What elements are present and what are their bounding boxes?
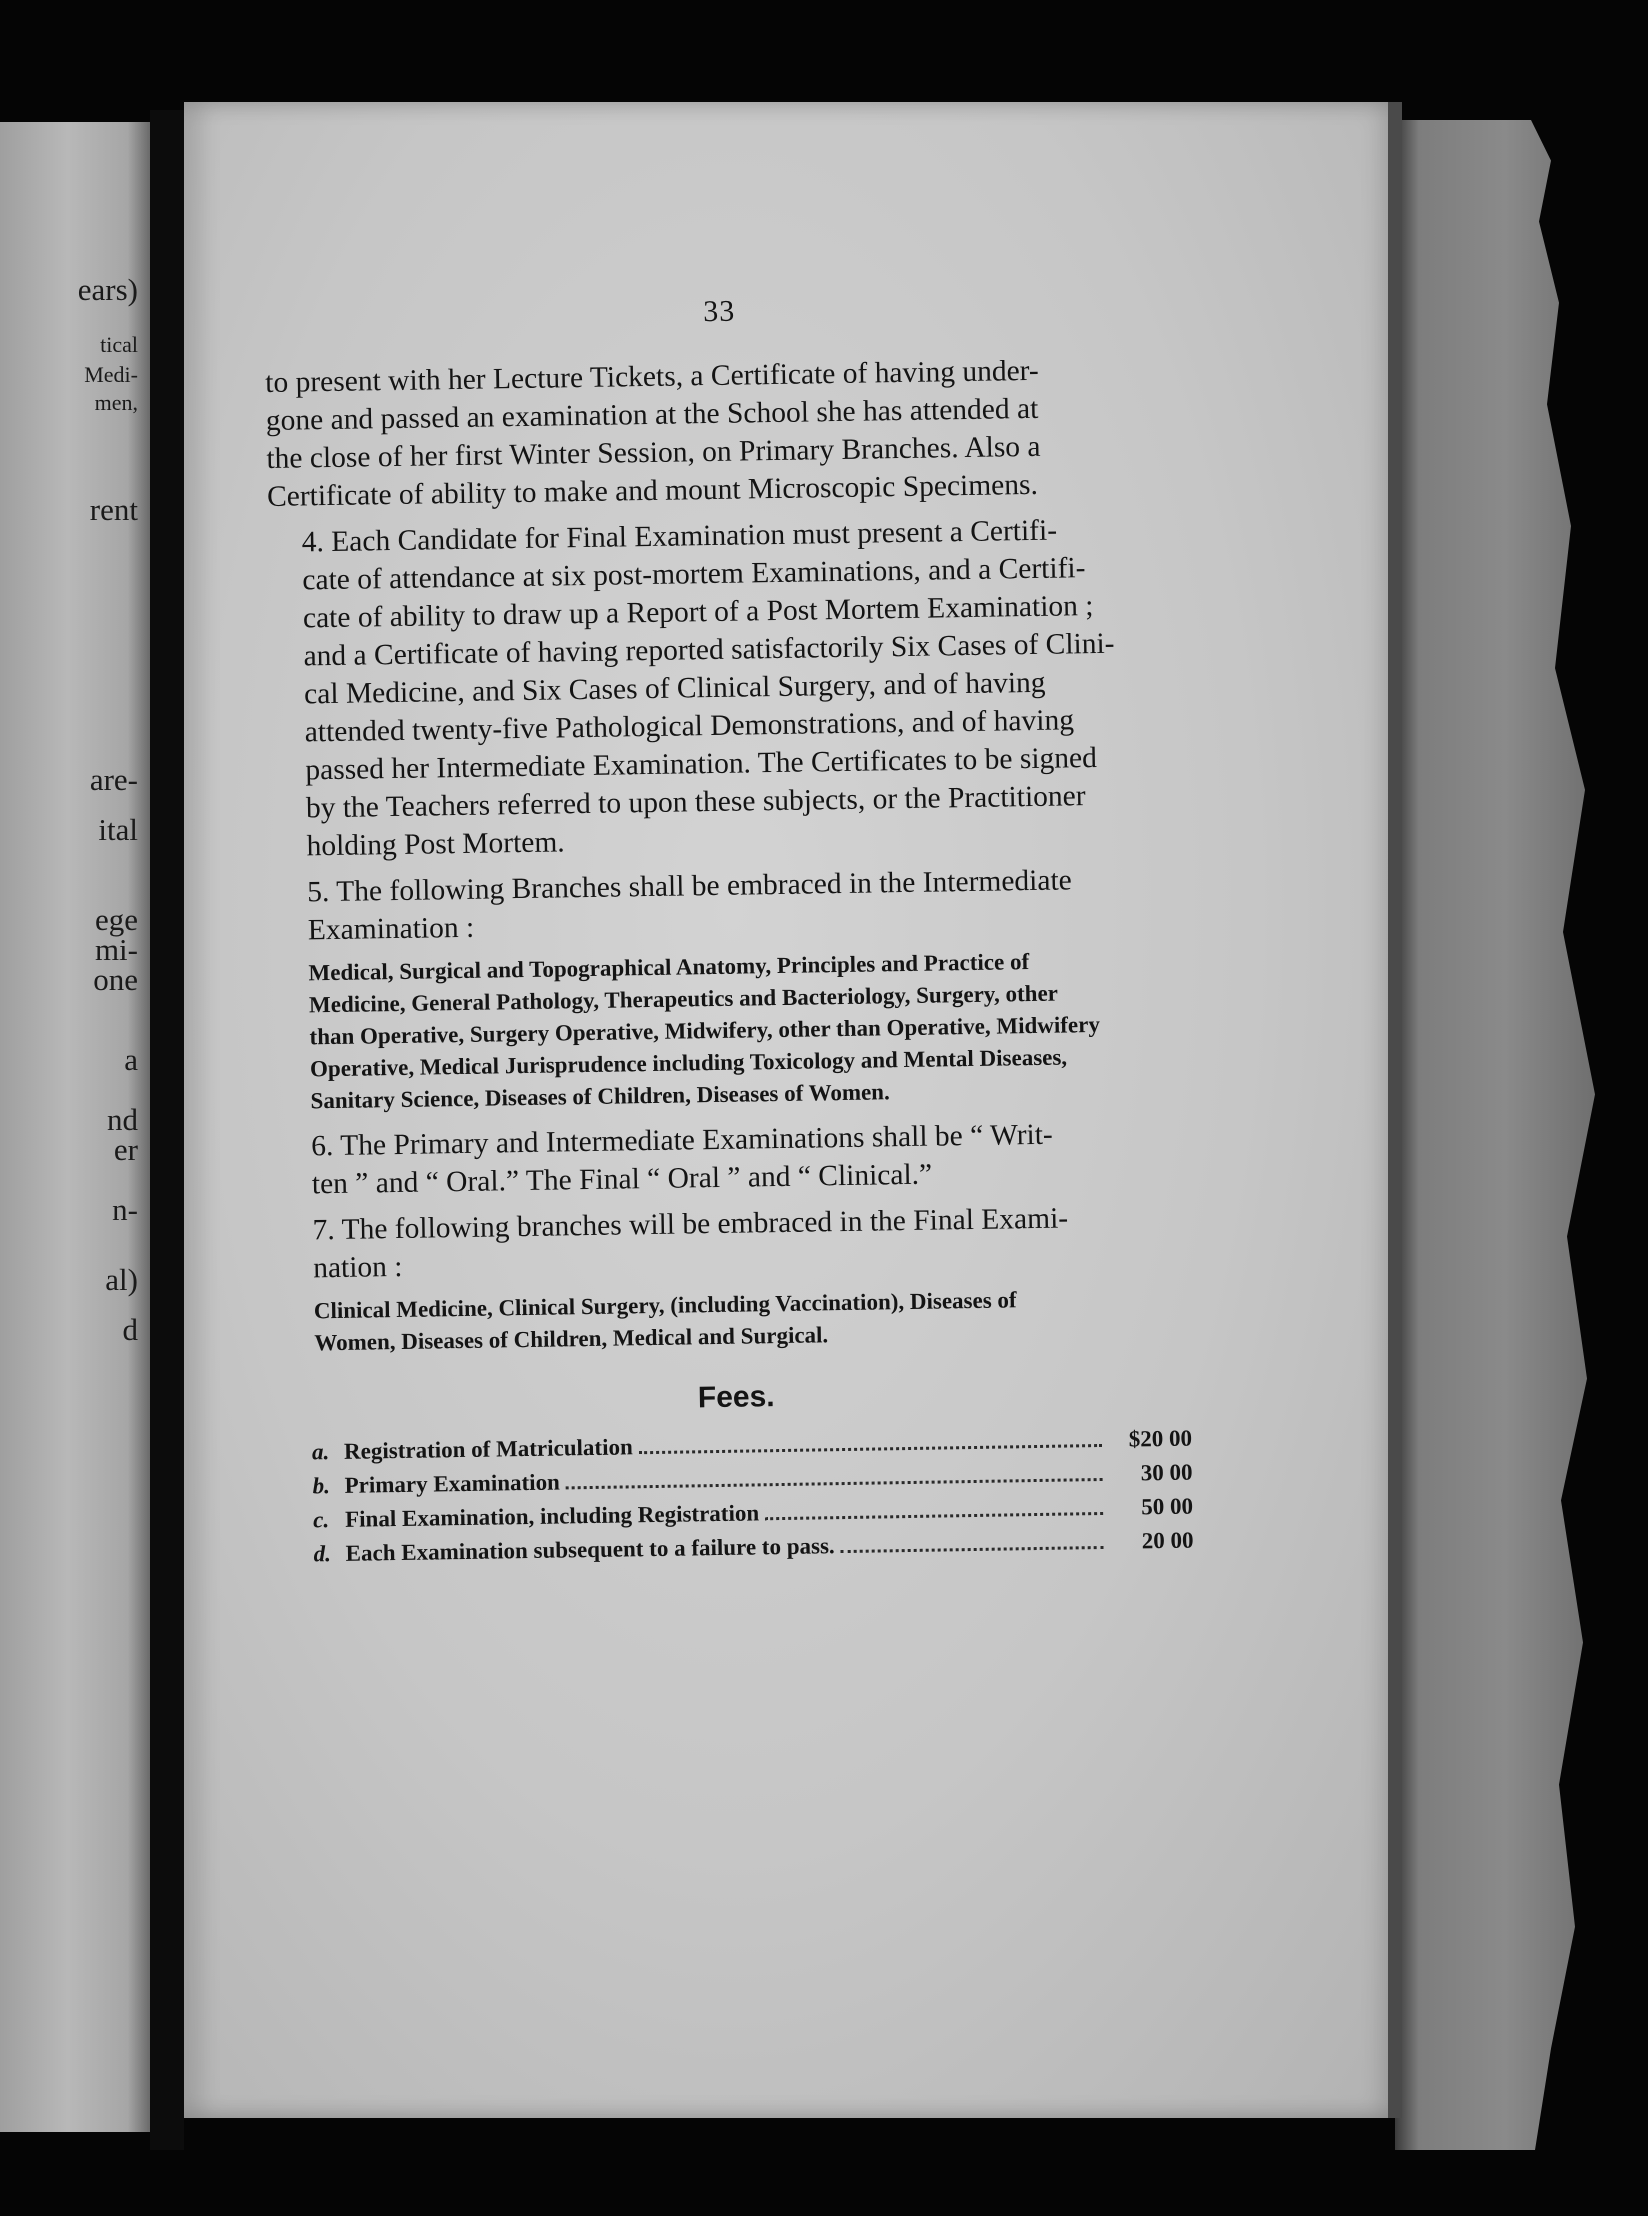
text-line: 7. The following branches will be embraced in the Final Exami- (312, 1202, 1069, 1247)
text-line: ten ” and “ Oral.” The Final “ Oral ” and “ Clinical.” (311, 1158, 933, 1201)
dot-leader (639, 1444, 1102, 1454)
body-paragraph (267, 510, 1182, 866)
facing-page-text-fragment: ears) (77, 272, 138, 307)
fee-label: Final Examination, including Registration (344, 1500, 760, 1532)
facing-page-text-fragment: ital (98, 812, 138, 847)
facing-page-text-fragment: ege (94, 902, 138, 937)
fee-amount: 20 00 (1141, 1527, 1194, 1554)
facing-page-text-fragment: n- (112, 1192, 138, 1227)
fee-letter: b. (312, 1473, 331, 1499)
fees-heading: Fees. (697, 1380, 775, 1415)
book-cover-edge (1395, 120, 1595, 2150)
book-gutter (150, 110, 184, 2150)
text-line: to present with her Lecture Tickets, a Certificate of having under- (265, 354, 1039, 399)
text-line: than Operative, Surgery Operative, Midwifery, other than Operative, Midwifery (309, 1011, 1101, 1050)
facing-page-text-fragment: al) (105, 1262, 138, 1297)
text-line: 4. Each Candidate for Final Examination must present a Certifi- (301, 514, 1058, 559)
text-line: Medicine, General Pathology, Therapeutics and Bacteriology, Surgery, other (308, 980, 1059, 1018)
dot-leader (765, 1512, 1103, 1520)
text-line: cate of ability to draw up a Report of a Post Mortem Examination ; (302, 590, 1094, 635)
paragraphs (265, 350, 1191, 1360)
text-line: Sanitary Science, Diseases of Children, Diseases of Women. (310, 1079, 890, 1114)
body-paragraph (277, 1114, 1188, 1204)
facing-page-text-fragment: are- (89, 762, 138, 797)
text-line: Women, Diseases of Children, Medical and Surgical. (314, 1322, 829, 1356)
facing-page-text-fragment: mi- (94, 932, 138, 967)
fee-letter: c. (312, 1507, 330, 1533)
dot-leader (841, 1546, 1104, 1553)
facing-page-text-fragment: er (113, 1132, 138, 1167)
text-line: gone and passed an examination at the School she has attended at (265, 392, 1039, 437)
fee-amount: 50 00 (1141, 1493, 1194, 1520)
facing-page-text-fragment: one (93, 962, 138, 997)
text-line: 5. The following Branches shall be embraced in the Intermediate (307, 864, 1072, 909)
body-paragraph (265, 350, 1177, 516)
text-line: Clinical Medicine, Clinical Surgery, (including Vaccination), Diseases of (313, 1287, 1017, 1324)
text-line: Operative, Medical Jurisprudence including Toxicology and Mental Diseases, (309, 1044, 1068, 1082)
text-line: holding Post Mortem. (306, 826, 565, 863)
fee-label: Registration of Matriculation (343, 1434, 633, 1464)
fee-label: Each Examination subsequent to a failure to pass. (345, 1533, 835, 1566)
text-line: Certificate of ability to make and mount Microscopic Specimens. (266, 468, 1039, 513)
facing-page-text-fragment: d (122, 1312, 138, 1347)
fee-amount: $20 00 (1128, 1425, 1193, 1452)
facing-page-text-fragment: men, (94, 390, 138, 415)
facing-page-fragment (0, 122, 150, 2132)
text-line: attended twenty-five Pathological Demonstrations, and of having (304, 704, 1075, 749)
facing-page-text-fragment: nd (107, 1102, 138, 1137)
fee-list (312, 1426, 1194, 1576)
dot-leader (566, 1478, 1103, 1489)
text-line: passed her Intermediate Examination. The Certificates to be signed (305, 741, 1098, 787)
book-page (184, 102, 1402, 2118)
facing-page-text-fragment: a (124, 1042, 138, 1077)
text-line: nation : (312, 1250, 403, 1285)
text-line: Examination : (307, 911, 475, 947)
fee-amount: 30 00 (1140, 1459, 1193, 1486)
body-paragraph (278, 1198, 1189, 1288)
subject-list-paragraph (274, 944, 1186, 1118)
text-line: the close of her first Winter Session, on Primary Branches. Also a (266, 430, 1041, 475)
fee-label: Primary Examination (344, 1469, 561, 1498)
body-paragraph (273, 860, 1184, 950)
facing-page-text-fragment: Medi- (84, 362, 138, 387)
fee-letter: d. (313, 1541, 332, 1567)
facing-page-text-fragment: rent (89, 492, 138, 527)
page-number: 33 (702, 294, 736, 329)
text-line: Medical, Surgical and Topographical Anatomy, Principles and Practice of (308, 949, 1030, 986)
page-edge (1388, 102, 1402, 2118)
page-content (264, 288, 1194, 1576)
fee-letter: a. (311, 1439, 330, 1465)
text-line: by the Teachers referred to upon these subjects, or the Practitioner (305, 780, 1086, 825)
text-line: and a Certificate of having reported satisfactorily Six Cases of Clini- (303, 627, 1115, 673)
text-line: cate of attendance at six post-mortem Examinations, and a Certifi- (302, 552, 1086, 597)
text-line: 6. The Primary and Intermediate Examinations shall be “ Writ- (311, 1118, 1053, 1163)
subject-list-paragraph (280, 1282, 1191, 1360)
facing-page-text-fragment: tical (100, 332, 138, 357)
text-line: cal Medicine, and Six Cases of Clinical Surgery, and of having (303, 666, 1046, 711)
